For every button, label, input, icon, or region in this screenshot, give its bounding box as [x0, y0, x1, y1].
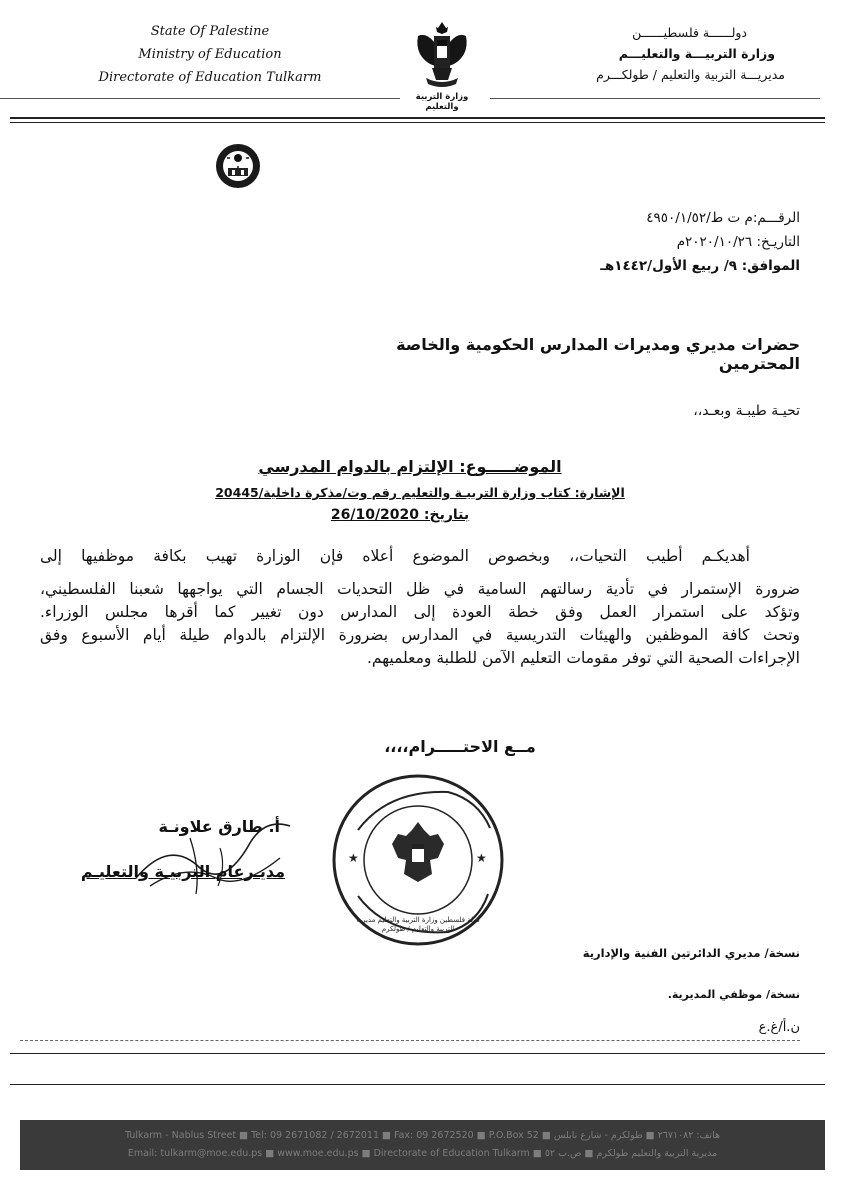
arabic-directorate: مديريـــة التربية والتعليم / طولكـــرم: [596, 67, 785, 82]
footer-address-line: Tulkarm - Nablus Street ■ Tel: 09 2671082 / 2672011 ■ Fax: 09 2672520 ■ P.O.Box 52 ■ هاتف: ٢٦٧١٠٨٢ ■ طولكرم - شارع نابلس: [125, 1130, 720, 1141]
initials: ن.أ/غ.ع: [758, 1020, 800, 1035]
copy-to-departments: نسخة/ مديري الدائرتين الفنية والإدارية: [582, 946, 800, 960]
letter-hijri-date: الموافق: ٩/ ربيع الأول/١٤٤٢هـ: [600, 258, 800, 274]
body-line: وتحث كافة الموظفين والهيئات التدريسية في المدارس بضرورة الإلتزام بالدوام طيلة أيام الأسبوع وفق: [40, 626, 800, 644]
arabic-country: دولــــــة فلسطيــــــن: [632, 25, 747, 40]
bottom-rule-2: [10, 1084, 825, 1085]
letter-body: [40, 545, 800, 670]
english-ministry: Ministry of Education: [138, 47, 282, 62]
directorate-logo-icon: [214, 142, 262, 190]
header-rule-thin: [0, 98, 400, 99]
closing: مــع الاحتـــــرام،،،،: [384, 737, 536, 756]
subject: الموضـــــوع: الإلتزام بالدوام المدرسي: [258, 457, 562, 476]
stamp-text: دولة فلسطين وزارة التربية والتعليم مديرية التربية والتعليم / طولكرم: [356, 916, 480, 933]
header-arabic: [540, 22, 785, 85]
palestine-eagle-emblem: [412, 18, 472, 96]
english-directorate: Directorate of Education Tulkarm: [98, 70, 322, 85]
footer-contact-line: Email: tulkarm@moe.edu.ps ■ www.moe.edu.ps ■ Directorate of Education Tulkarm ■ مديرية التربية والتعليم طولكرم ■ ص.ب ٥٢: [127, 1148, 718, 1159]
addressee: حضرات مديري ومديرات المدارس الحكومية والخاصة المحترمين: [396, 335, 800, 373]
header-english: [60, 20, 360, 89]
eagle-icon: [412, 18, 472, 96]
signature-scribble-icon: [130, 808, 300, 898]
svg-text:★: ★: [476, 851, 487, 865]
footer-bar: [20, 1120, 825, 1170]
english-country: State Of Palestine: [150, 24, 270, 39]
handwritten-signature: [130, 808, 300, 898]
copy-to-staff: نسخة/ موظفي المديرية.: [667, 988, 800, 1001]
arabic-ministry: وزارة التربيـــة والتعليـــم: [618, 46, 775, 61]
header-rule-thin-right: [490, 98, 820, 99]
letter-date: التاريـخ: ٢٠٢٠/١٠/٢٦م: [676, 234, 800, 250]
signatory-name: أ. طارق علاونـة: [158, 817, 280, 836]
header-rule-double-bottom: [10, 122, 825, 123]
official-stamp: [328, 770, 508, 950]
bottom-rule-1: [10, 1053, 825, 1054]
reference-date: بتاريخ: 26/10/2020: [330, 507, 470, 523]
reference: الإشارة: كتاب وزارة التربيـة والتعليم رقم وت/مذكرة داخلية/20445: [215, 485, 625, 500]
letter-number: الرقـــم:م ت ط/٤٩٥٠/١/٥٢: [646, 210, 800, 226]
letter-meta: [560, 206, 800, 278]
body-line: وتؤكد على استمرار العمل وفق خطة العودة إلى المدارس دون تغيير كما أقرها مجلس الوزراء.: [40, 603, 800, 621]
emblem-caption: وزارة التربية والتعليم: [415, 92, 469, 112]
bottom-rule-dashed: [20, 1040, 800, 1041]
body-line: ضرورة الإستمرار في تأدية رسالتهم السامية في ظل التحديات الجسام التي يواجهها شعبنا الفلسطيني،: [40, 580, 800, 598]
greeting: تحيـة طيبـة وبعـد،،: [693, 403, 800, 419]
directorate-logo: [214, 142, 262, 190]
body-line: أهديكـم أطيب التحيات،، وبخصوص الموضوع أعلاه فإن الوزارة تهيب بكافة موظفيها إلى: [40, 547, 750, 565]
signatory-title: مديـرعام التربيـة والتعليـم: [80, 862, 285, 881]
svg-text:★: ★: [348, 851, 359, 865]
header-rule-double-top: [10, 117, 825, 119]
body-line: الإجراءات الصحية التي توفر مقومات التعليم الآمن للطلبة ومعلميهم.: [367, 649, 800, 667]
